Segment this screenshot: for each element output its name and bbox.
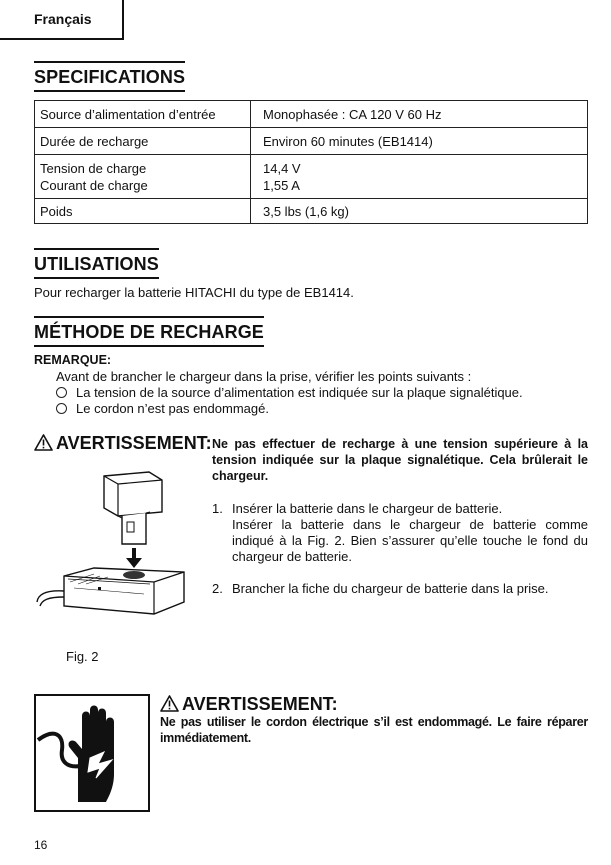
spec-label: Courant de charge (40, 177, 148, 193)
warning-label (160, 694, 338, 715)
remarque-label: REMARQUE: (34, 353, 112, 367)
table-row (35, 199, 588, 224)
spec-value: 14,4 V (263, 160, 301, 176)
spec-value: Environ 60 minutes (EB1414) (251, 128, 588, 155)
warning-triangle-icon (34, 434, 53, 451)
step-text: Insérer la batterie dans le chargeur de batterie. (232, 501, 503, 516)
warning-triangle-icon (160, 695, 179, 712)
page-number: 16 (34, 838, 48, 852)
methode-heading: MÉTHODE DE RECHARGE (34, 316, 264, 347)
remarque-text: Avant de brancher le chargeur dans la prise, vérifier les points suivants : (56, 369, 472, 384)
step-number: 1. (212, 501, 223, 516)
language-tab (0, 0, 124, 40)
spec-value-cell (251, 155, 588, 199)
utilisations-heading: UTILISATIONS (34, 248, 159, 279)
table-row (35, 155, 588, 199)
table-row (35, 128, 588, 155)
language-label: Français (34, 11, 92, 27)
step-text: Brancher la fiche du chargeur de batterie dans la prise. (232, 581, 549, 596)
warning-label-text: AVERTISSEMENT: (182, 694, 338, 714)
bullet-text: Le cordon n’est pas endommagé. (76, 401, 269, 416)
bullet-circle-icon (56, 403, 67, 414)
specifications-table (34, 100, 588, 224)
list-item (56, 385, 523, 401)
utilisations-text: Pour recharger la batterie HITACHI du type de EB1414. (34, 285, 354, 300)
figure-caption: Fig. 2 (66, 649, 99, 664)
table-row (35, 101, 588, 128)
spec-value: Monophasée : CA 120 V 60 Hz (251, 101, 588, 128)
list-item (212, 581, 588, 599)
list-item (212, 501, 588, 571)
bullet-text: La tension de la source d’alimentation est indiquée sur la plaque signalétique. (76, 385, 523, 400)
warning-label (34, 433, 212, 454)
warning-text: Ne pas utiliser le cordon électrique s’il est endommagé. Le faire réparer immédiatement. (160, 715, 588, 745)
warning-text: Ne pas effectuer de recharge à une tension supérieure à la tension indiquée sur la plaque signalétique. Cela brûlerait le chargeur. (212, 437, 588, 483)
bullet-circle-icon (56, 387, 67, 398)
step-number: 2. (212, 581, 223, 596)
list-item (56, 401, 269, 417)
spec-label: Source d’alimentation d’entrée (35, 101, 251, 128)
spec-value: 1,55 A (263, 177, 300, 193)
spec-label: Poids (35, 199, 251, 224)
spec-label-cell (35, 155, 251, 199)
spec-value: 3,5 lbs (1,6 kg) (251, 199, 588, 224)
step-text: Insérer la batterie dans le chargeur de batterie comme indiqué à la Fig. 2. Bien s’assurer qu’elle touche le fond du chargeur de batterie. (232, 517, 588, 564)
warning-label-text: AVERTISSEMENT: (56, 433, 212, 453)
spec-label: Durée de recharge (35, 128, 251, 155)
spec-label: Tension de charge (40, 160, 147, 176)
electric-shock-icon (34, 694, 150, 812)
specifications-heading: SPECIFICATIONS (34, 61, 185, 92)
charger-illustration (34, 466, 202, 644)
step-body (232, 501, 588, 565)
